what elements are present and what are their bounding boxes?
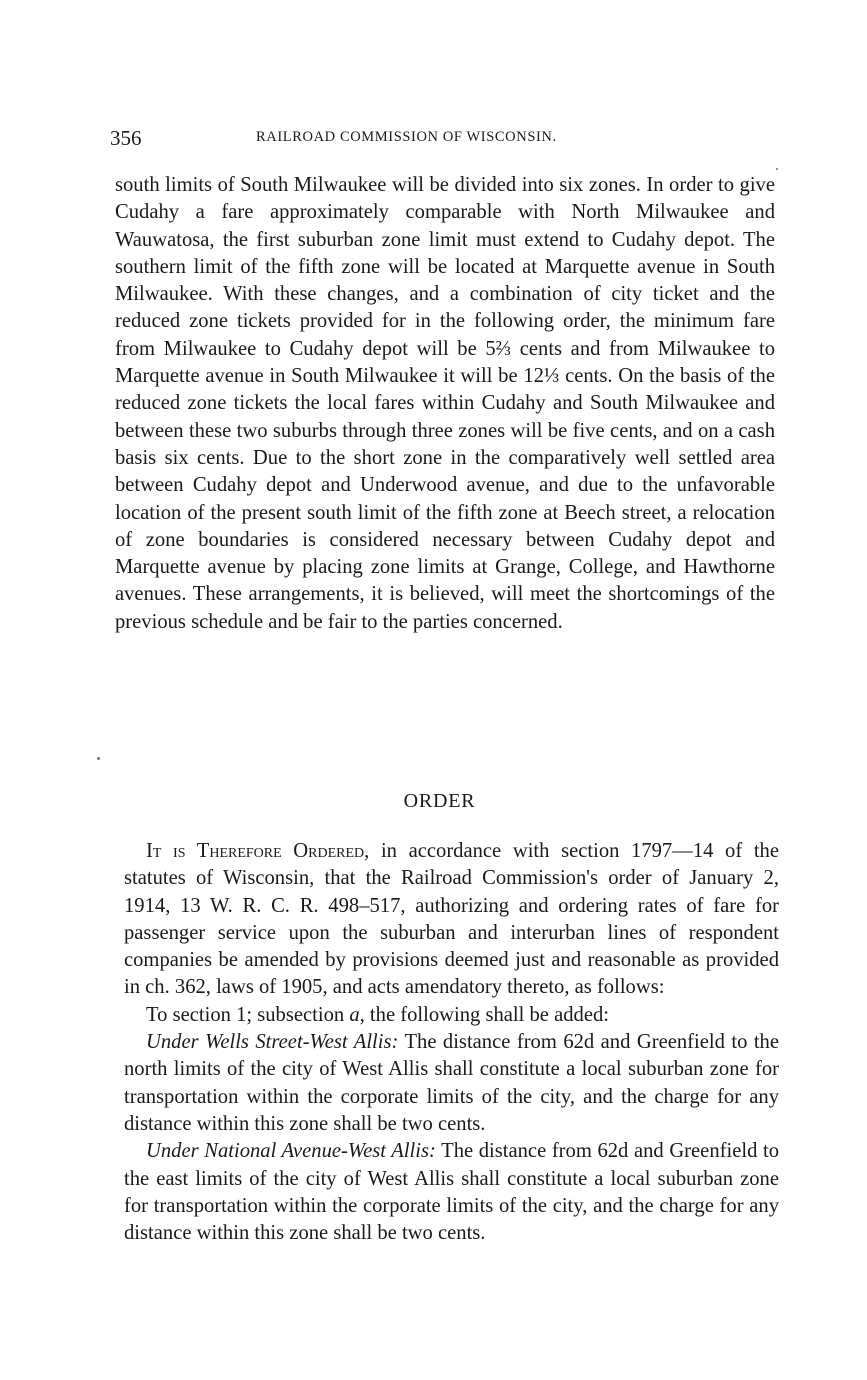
section-intro-text-end: , the following shall be added: <box>359 1003 609 1026</box>
page-number: 356 <box>110 126 142 150</box>
subsection-letter: a <box>349 1003 360 1026</box>
national-avenue-paragraph <box>124 1138 779 1247</box>
national-avenue-text: The distance from 62d and Greenfield to the east limits of the city of West Allis shall constitute a local suburban zone for transportation within the corporate limits of the city, and the charge for any distance within this zone shall be two cents. <box>124 1140 779 1245</box>
order-intro-smallcaps: It is Therefore Ordered, <box>146 840 370 862</box>
order-intro-text: in accordance with section 1797—14 of the statutes of Wisconsin, that the Railroad Commission's order of January 2, 1914, 13 W. R. C. R. 498–517, authorizing and ordering rates of fare for passenger service upon the suburban and interurban lines of respondent companies be amended by provisions deemed just and reasonable as provided in ch. 362, laws of 1905, and acts amendatory thereto, as follows: <box>124 840 779 999</box>
order-heading: ORDER <box>403 790 476 812</box>
running-title: RAILROAD COMMISSION OF WISCONSIN. <box>256 129 557 145</box>
order-intro-paragraph <box>124 838 779 1002</box>
scan-speck <box>97 757 100 760</box>
wells-street-text: The distance from 62d and Greenfield to the north limits of the city of West Allis shall constitute a local suburban zone for transportation within the corporate limits of the city, and the charge for any distance within this zone shall be two cents. <box>124 1031 779 1135</box>
body-paragraph-zones: south limits of South Milwaukee will be divided into six zones. In order to give Cudahy a fare approximately comparable with North Milwaukee and Wauwatosa, the first suburban zone limit must extend to Cudahy depot. The southern limit of the fifth zone will be located at Marquette avenue in South Milwaukee. With these changes, and a combination of city ticket and the reduced zone tickets provided for in the following order, the minimum fare from Milwaukee to Cudahy depot will be 5⅔ cents and from Milwaukee to Marquette avenue in South Milwaukee it will be 12⅓ cents. On the basis of the reduced zone tickets the local fares within Cudahy and South Milwaukee and between these two suburbs through three zones will be five cents, and on a cash basis six cents. Due to the short zone in the comparatively well settled area between Cudahy depot and Underwood avenue, and due to the unfavorable location of the present south limit of the fifth zone at Beech street, a relocation of zone boundaries is considered necessary between Cudahy depot and Marquette avenue by placing zone limits at Grange, College, and Hawthorne avenues. These arrangements, it is believed, will meet the shortcomings of the previous schedule and be fair to the parties concerned. <box>115 174 775 633</box>
page-header <box>110 126 770 156</box>
scan-speck <box>776 168 778 170</box>
national-avenue-title: Under National Avenue-West Allis: <box>146 1140 436 1163</box>
section-intro-text: To section 1; subsection <box>146 1003 350 1026</box>
section-intro-paragraph <box>124 1002 779 1029</box>
wells-street-title: Under Wells Street-West Allis: <box>146 1031 399 1054</box>
order-section <box>124 838 779 1247</box>
wells-street-paragraph <box>124 1029 779 1138</box>
